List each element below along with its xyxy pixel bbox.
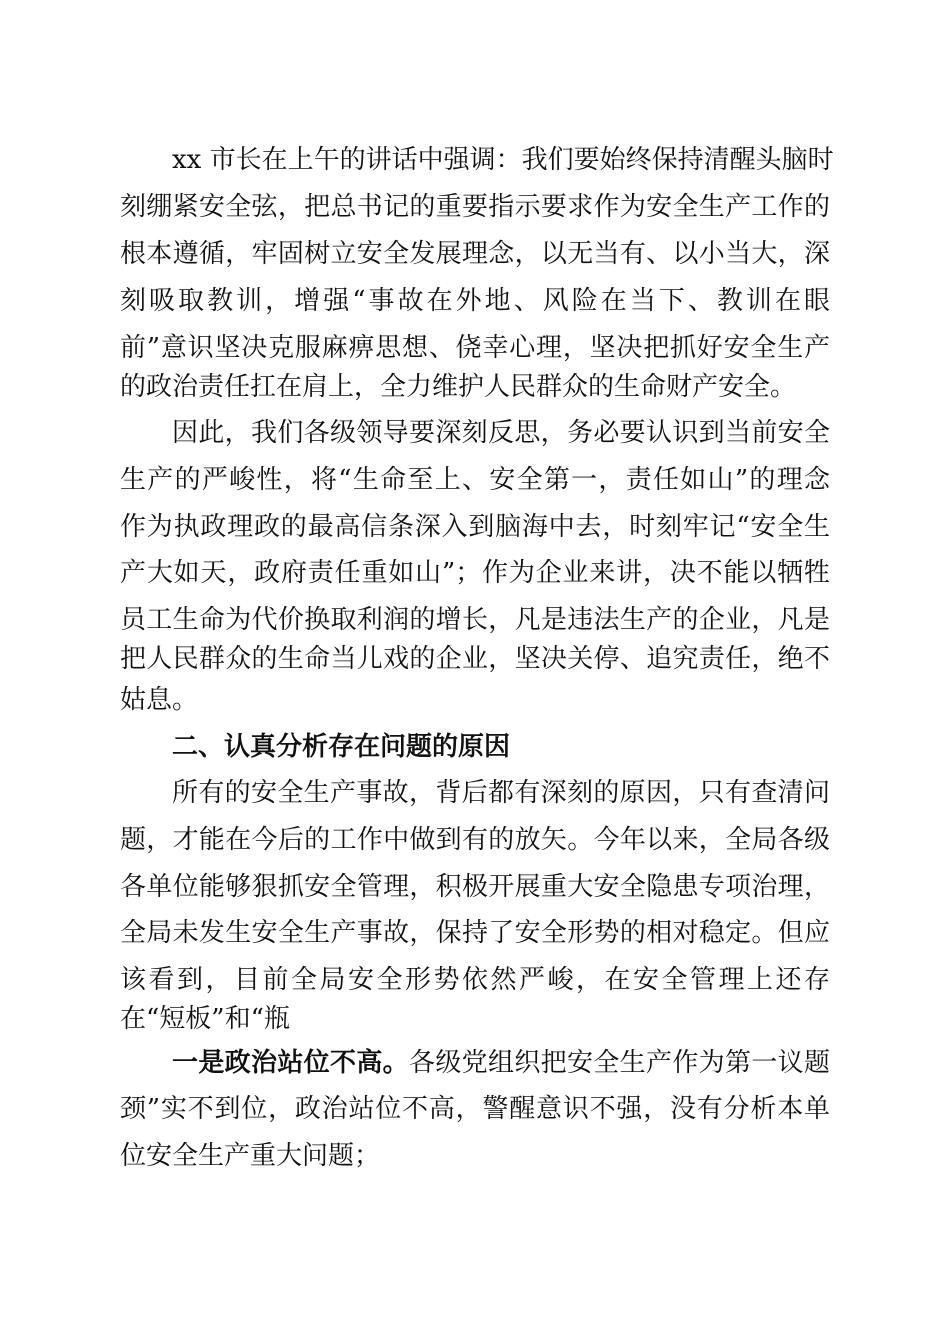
- paragraph-2-line-3: 作为执政理政的最高信条深入到脑海中去，时刻牢记“安全生: [120, 512, 830, 542]
- paragraph-2-line-2: 生产的严峻性，将“生命至上、安全第一，责任如山”的理念: [120, 465, 830, 495]
- paragraph-2-line-7: 姑息。: [120, 685, 199, 715]
- paragraph-3-line-1: 所有的安全生产事故，背后都有深刻的原因，只有查清问: [172, 778, 830, 808]
- paragraph-4-line-1: [172, 1043, 830, 1083]
- paragraph-2-line-5: 员工生命为代价换取利润的增长，凡是违法生产的企业，凡是: [120, 605, 830, 635]
- paragraph-4-line-2: 颈”实不到位，政治站位不高，警醒意识不强，没有分析本单: [120, 1094, 830, 1124]
- paragraph-3-line-4: 全局未发生安全生产事故，保持了安全形势的相对稳定。但应: [120, 918, 830, 948]
- paragraph-1-line-2: 刻绷紧安全弦，把总书记的重要指示要求作为安全生产工作的: [120, 192, 830, 222]
- paragraph-1-line-5: 前”意识坚决克服麻痹思想、侥幸心理，坚决把抓好安全生产: [120, 333, 830, 363]
- paragraph-1-line-4: 刻吸取教训，增强“事故在外地、风险在当下、教训在眼: [120, 286, 830, 316]
- paragraph-3-line-6: 在“短板”和“瓶: [120, 1004, 290, 1034]
- paragraph-1-line-3: 根本遵循，牢固树立安全发展理念，以无当有、以小当大，深: [120, 239, 830, 269]
- paragraph-2-line-6: 把人民群众的生命当儿戏的企业，坚决关停、追究责任，绝不: [120, 644, 830, 674]
- section-heading: 二、认真分析存在问题的原因: [172, 732, 511, 762]
- paragraph-4-line-3: 位安全生产重大问题；: [120, 1141, 381, 1171]
- paragraph-4-lead: 一是政治站位不高。: [172, 1048, 409, 1078]
- paragraph-2-line-1: 因此，我们各级领导要深刻反思，务必要认识到当前安全: [172, 418, 830, 448]
- paragraph-3-line-3: 各单位能够狠抓安全管理，积极开展重大安全隐患专项治理，: [120, 872, 830, 902]
- paragraph-2-line-4: 产大如天，政府责任重如山”；作为企业来讲，决不能以牺牲: [120, 558, 830, 588]
- paragraph-3-line-5: 该看到，目前全局安全形势依然严峻，在安全管理上还存: [120, 965, 830, 995]
- paragraph-3-line-2: 题，才能在今后的工作中做到有的放矢。今年以来，全局各级: [120, 825, 830, 855]
- paragraph-1-line-1: xx 市长在上午的讲话中强调：我们要始终保持清醒头脑时: [172, 145, 834, 175]
- paragraph-1-line-6: 的政治责任扛在肩上，全力维护人民群众的生命财产安全。: [120, 372, 797, 402]
- paragraph-4-line-1-text: 各级党组织把安全生产作为第一议题: [409, 1048, 830, 1078]
